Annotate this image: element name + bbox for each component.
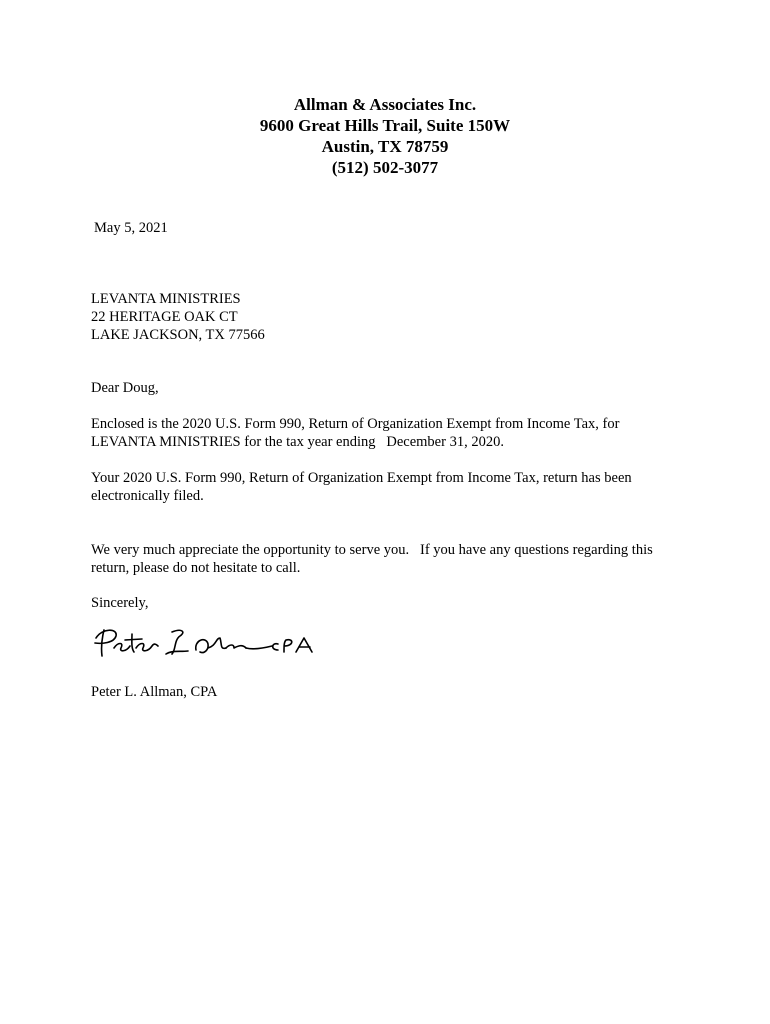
letterhead	[0, 94, 770, 178]
company-city-state-zip: Austin, TX 78759	[321, 137, 449, 156]
paragraph-line: LEVANTA MINISTRIES for the tax year ending December 31, 2020.	[91, 434, 504, 450]
handwritten-signature	[92, 624, 327, 662]
recipient-name: LEVANTA MINISTRIES	[91, 291, 241, 307]
paragraph-line: Enclosed is the 2020 U.S. Form 990, Return of Organization Exempt from Income Tax, for	[91, 416, 620, 432]
paragraph-appreciation	[91, 541, 653, 577]
recipient-city-state-zip: LAKE JACKSON, TX 77566	[91, 327, 265, 343]
company-street: 9600 Great Hills Trail, Suite 150W	[259, 116, 511, 135]
closing: Sincerely,	[91, 595, 149, 611]
salutation: Dear Doug,	[91, 380, 159, 396]
paragraph-line: Your 2020 U.S. Form 990, Return of Organization Exempt from Income Tax, return has been	[91, 470, 632, 486]
letter-date: May 5, 2021	[94, 220, 168, 236]
paragraph-filed	[91, 469, 632, 505]
signer-name: Peter L. Allman, CPA	[91, 684, 218, 700]
paragraph-line: return, please do not hesitate to call.	[91, 560, 301, 576]
company-phone: (512) 502-3077	[331, 158, 439, 177]
paragraph-line: electronically filed.	[91, 488, 204, 504]
recipient-address	[91, 290, 265, 344]
recipient-street: 22 HERITAGE OAK CT	[91, 309, 238, 325]
paragraph-enclosure	[91, 415, 619, 451]
company-name: Allman & Associates Inc.	[293, 95, 477, 114]
paragraph-line: We very much appreciate the opportunity to serve you. If you have any questions regarding this	[91, 542, 653, 558]
